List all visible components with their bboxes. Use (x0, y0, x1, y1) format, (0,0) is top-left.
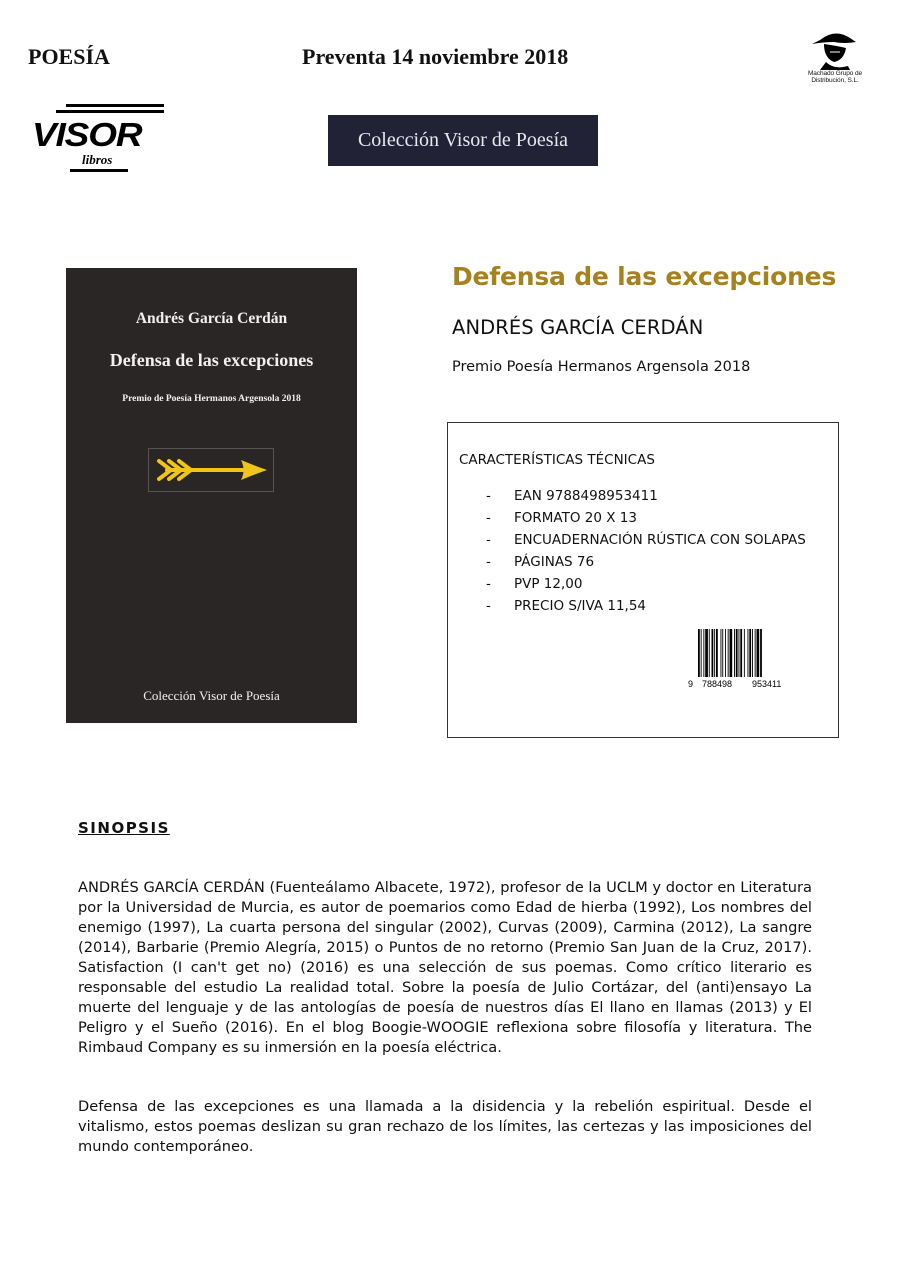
spec-item: - FORMATO 20 X 13 (486, 510, 637, 526)
hat-figure-icon (790, 26, 880, 70)
barcode-icon (688, 629, 806, 689)
collection-banner: Colección Visor de Poesía (328, 115, 598, 166)
distributor-name: Machado Grupo de Distribución, S.L. (807, 70, 863, 84)
barcode-digit-first: 9 (688, 679, 694, 689)
cover-prize: Premio de Poesía Hermanos Argensola 2018 (122, 394, 301, 404)
book-author: ANDRÉS GARCÍA CERDÁN (452, 316, 704, 339)
book-award: Premio Poesía Hermanos Argensola 2018 (452, 359, 751, 375)
spec-item: - ENCUADERNACIÓN RÚSTICA CON SOLAPAS (486, 532, 806, 548)
technical-specs-heading: CARACTERÍSTICAS TÉCNICAS (459, 452, 655, 468)
section-label: POESÍA (28, 44, 110, 69)
presale-date: Preventa 14 noviembre 2018 (302, 44, 569, 69)
libros-logo-word: libros (82, 152, 113, 167)
synopsis-paragraph: Defensa de las excepciones es una llamada a la disidencia y la rebelión espiritual. Desde el vitalismo, estos poemas deslizan su gran rechazo de los límites, las certezas y las imposiciones del mundo contemporáneo. (78, 1098, 812, 1155)
book-cover (66, 268, 357, 723)
cover-collection: Colección Visor de Poesía (143, 688, 280, 703)
cover-title: Defensa de las excepciones (109, 350, 314, 370)
visor-logo-word: VISOR (32, 116, 142, 153)
synopsis-heading: SINOPSIS (78, 819, 170, 837)
technical-specs-list (486, 485, 806, 617)
cover-author: Andrés García Cerdán (135, 310, 288, 327)
visor-libros-logo (32, 104, 164, 176)
technical-specs-box (447, 422, 839, 738)
barcode-digits-left: 788498 (702, 679, 733, 689)
spec-item: - PRECIO S/IVA 11,54 (486, 598, 647, 614)
distributor-logo (790, 26, 880, 82)
barcode-digits-right: 953411 (752, 679, 782, 689)
synopsis-paragraph: ANDRÉS GARCÍA CERDÁN (Fuenteálamo Albacete, 1972), profesor de la UCLM y doctor en Literatura por la Universidad de Murcia, es autor de poemarios como Edad de hierba (1992), Los nombres del enemigo (1997), La cuarta persona del singular (2002), Curvas (2009), Carmina (2012), La sangre (2014), Barbarie (Premio Alegría, 2015) o Puntos de no retorno (Premio San Juan de la Cruz, 2017). Satisfaction (I can't get no) (2016) es una selección de sus poemas. Como crítico literario es responsable del estudio La realidad total. Sobre la poesía de Julio Cortázar, del (anti)ensayo La muerte del lenguaje y de las antologías de poesía de nuestros días El llano en llamas (2013) y El Peligro y el Sueño (2016). En el blog Boogie-WOOGIE reflexiona sobre filosofía y literatura. The Rimbaud Company es su inmersión en la poesía eléctrica. (78, 879, 812, 1056)
spec-item: - PÁGINAS 76 (486, 554, 595, 570)
book-title: Defensa de las excepciones (452, 262, 837, 291)
arrow-icon (148, 448, 274, 492)
spec-item: - PVP 12,00 (486, 576, 583, 592)
spec-item: - EAN 9788498953411 (486, 488, 658, 504)
